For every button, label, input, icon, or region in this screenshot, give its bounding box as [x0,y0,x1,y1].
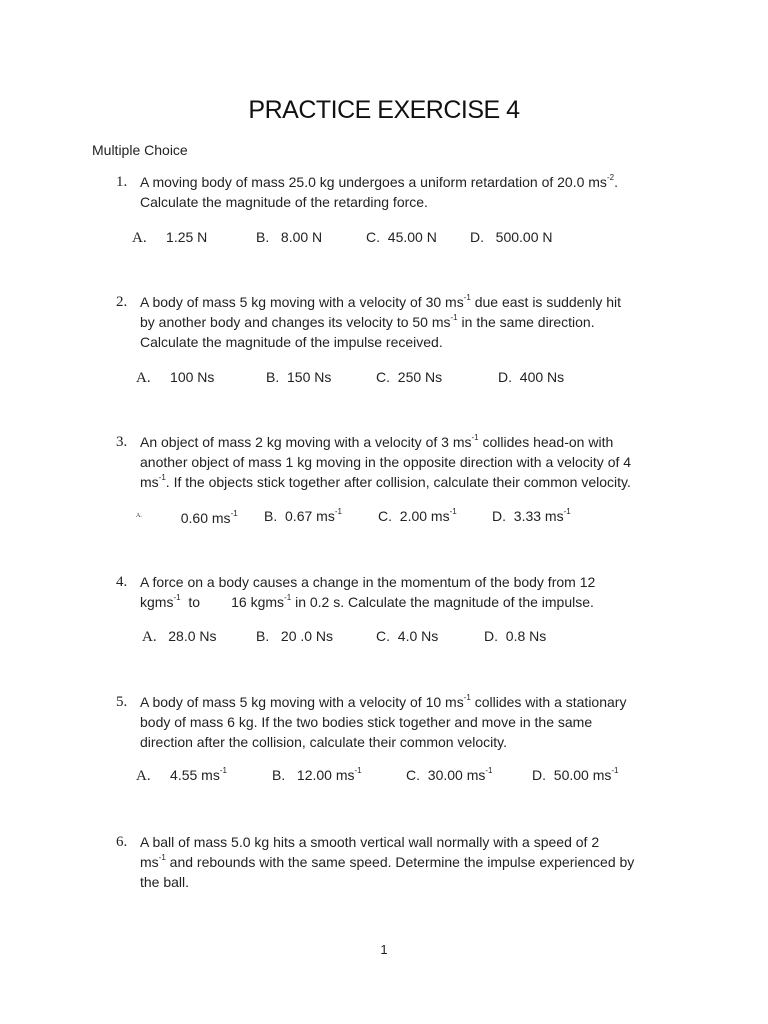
option-b[interactable]: B. 20 .0 Ns [256,628,334,644]
question-line: body of mass 6 kg. If the two bodies stick together and move in the same [140,714,593,730]
question-line: $ms^{-1}$. If the objects stick together after collision, calculate their common velocity. [140,473,631,490]
option-c[interactable]: C. 4.0 Ns [376,628,439,644]
question-line: A ball of mass 5.0 kg hits a smooth vertical wall normally with a speed of 2 [140,834,600,850]
question-6 [116,832,686,892]
question-2 [116,292,686,386]
question-number: 1. [116,174,128,190]
option-d[interactable]: D. 0.8 Ns [484,628,547,644]
question-line: kgms$^{-1}$ to 16 kgms$^{-1}$ in 0.2 s. Calculate the magnitude of the impulse. [140,593,594,610]
answer-options [116,626,736,646]
option-c[interactable]: C. 250 Ns [376,369,443,385]
question-number: 3. [116,434,128,450]
option-a[interactable]: A. 100 Ns [136,369,215,386]
question-line: another object of mass 1 kg moving in the opposite direction with a velocity of 4 [140,454,632,470]
option-d[interactable]: D. 400 Ns [498,369,565,385]
answer-options [116,765,736,785]
question-4 [116,572,686,645]
page-number: 1 [380,942,388,957]
section-label: Multiple Choice [92,142,188,158]
question-line: by another body and changes its velocity to 50 $ms^{-1}$ in the same direction. [140,313,595,330]
question-number: 2. [116,294,128,310]
question-5 [116,692,686,784]
option-d[interactable]: D. 3.33 $ms^{-1}$ [492,507,571,524]
question-line: Calculate the magnitude of the impulse received. [140,334,443,350]
question-text [140,572,686,612]
question-line: A force on a body causes a change in the momentum of the body from 12 [140,574,596,590]
answer-options [116,227,736,247]
option-c[interactable]: C. 45.00 N [366,229,437,245]
answer-options [116,367,736,387]
page-title: PRACTICE EXERCISE 4 [248,96,520,124]
question-text [140,832,686,892]
question-line: A moving body of mass 25.0 kg undergoes a uniform retardation of 20.0 $ms^{-2}$. [140,173,618,190]
question-text [140,172,686,212]
option-b[interactable]: B. 12.00 $ms^{-1}$ [272,766,362,783]
option-c[interactable]: C. 30.00 $ms^{-1}$ [406,766,493,783]
question-line: An object of mass 2 kg moving with a velocity of 3 $ms^{-1}$ collides head-on with [140,433,614,450]
question-line: A body of mass 5 kg moving with a velocity of 30 $ms^{-1}$ due east is suddenly hit [140,293,622,310]
question-1 [116,172,686,246]
question-text [140,432,686,492]
answer-options [116,506,736,526]
option-a[interactable]: $^{A.}$ 0.60 $ms^{-1}$ [136,509,238,526]
question-number: 5. [116,694,128,710]
question-line: $ms^{-1}$ and rebounds with the same speed. Determine the impulse experienced by [140,853,635,870]
question-text [140,292,686,352]
option-a[interactable]: A. 1.25 N [132,229,208,246]
option-a[interactable]: A. 28.0 Ns [142,628,217,645]
question-line: A body of mass 5 kg moving with a velocity of 10 $ms^{-1}$ collides with a stationary [140,693,627,710]
option-b[interactable]: B. 150 Ns [266,369,332,385]
option-d[interactable]: D. 500.00 N [470,229,553,245]
option-a[interactable]: A. 4.55 $ms^{-1}$ [136,766,227,784]
question-line: the ball. [140,874,190,890]
option-b[interactable]: B. 0.67 $ms^{-1}$ [264,507,342,524]
question-number: 6. [116,834,128,850]
question-line: Calculate the magnitude of the retarding force. [140,194,428,210]
question-number: 4. [116,574,128,590]
question-line: direction after the collision, calculate their common velocity. [140,734,508,750]
option-c[interactable]: C. 2.00 $ms^{-1}$ [378,507,457,524]
option-d[interactable]: D. 50.00 $ms^{-1}$ [532,766,619,783]
option-b[interactable]: B. 8.00 N [256,229,323,245]
question-3 [116,432,686,526]
question-text [140,692,686,752]
